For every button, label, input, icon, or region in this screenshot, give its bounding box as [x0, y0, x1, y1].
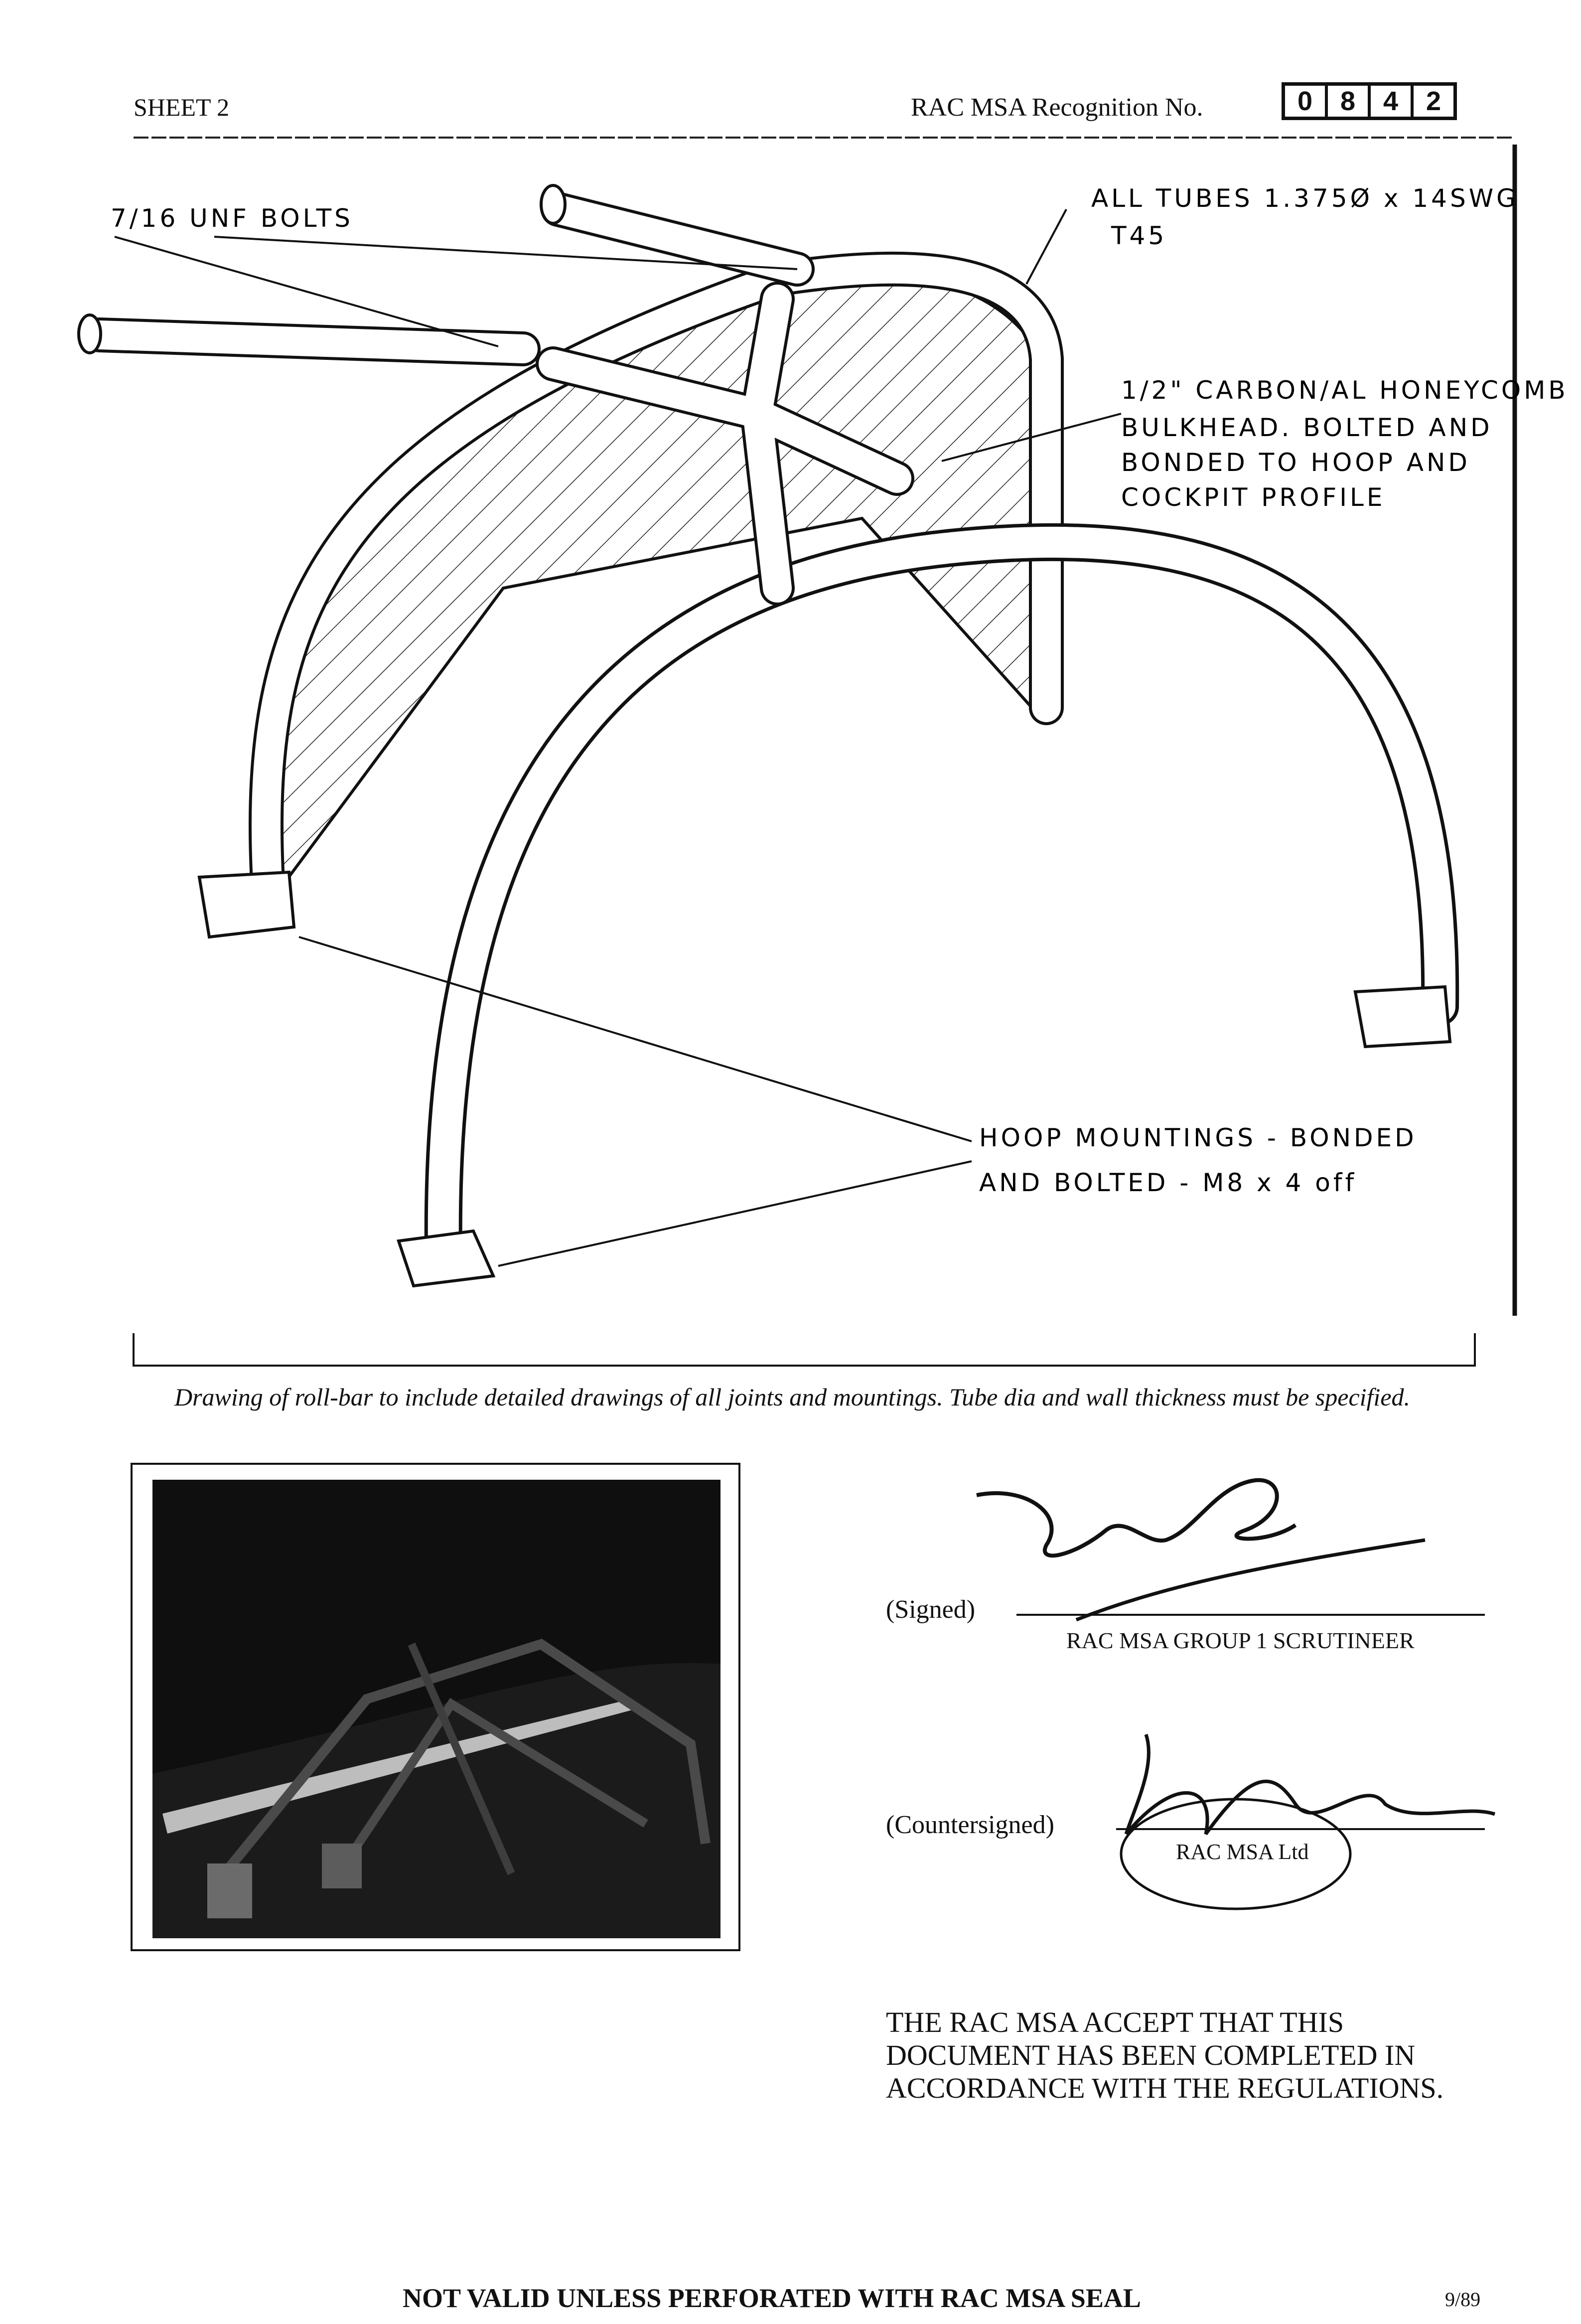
signed-label: (Signed) [886, 1595, 976, 1624]
bulkhead-annotation: COCKPIT PROFILE [1121, 483, 1386, 512]
recognition-label: RAC MSA Recognition No. [911, 93, 1203, 122]
bulkhead-annotation: 1/2" CARBON/AL HONEYCOMB [1121, 376, 1569, 405]
countersigned-label: (Countersigned) [886, 1811, 1054, 1839]
scrutineer-signature [977, 1480, 1295, 1556]
signature-area [767, 1455, 1545, 1914]
bulkhead-annotation: BULKHEAD. BOLTED AND [1121, 413, 1493, 442]
countersign-role: RAC MSA Ltd [1176, 1840, 1309, 1864]
recognition-digit: 0 [1285, 86, 1328, 117]
recognition-digit: 8 [1328, 86, 1371, 117]
tubes-material-annotation: T45 [1111, 221, 1167, 250]
recognition-digit: 2 [1426, 86, 1441, 116]
recognition-digit: 4 [1371, 86, 1414, 117]
mounting-plates [199, 872, 1450, 1286]
mountings-annotation: HOOP MOUNTINGS - BONDED [979, 1123, 1417, 1152]
tubes-annotation: ALL TUBES 1.375Ø x 14SWG [1091, 184, 1519, 213]
form-code: 9/89 [1445, 2288, 1481, 2311]
countersign-signature [1126, 1734, 1495, 1834]
scrutineer-role: RAC MSA GROUP 1 SCRUTINEER [1066, 1628, 1415, 1653]
roll-bar-photo [131, 1463, 740, 1951]
acceptance-statement: THE RAC MSA ACCEPT THAT THIS DOCUMENT HAS BEEN COMPLETED IN ACCORDANCE WITH THE REGULATIONS. [886, 2006, 1444, 2104]
validity-notice: NOT VALID UNLESS PERFORATED WITH RAC MSA SEAL [403, 2283, 1141, 2313]
mountings-annotation: AND BOLTED - M8 x 4 off [979, 1168, 1357, 1197]
bolts-annotation: 7/16 UNF BOLTS [111, 204, 353, 233]
drawing-caption: Drawing of roll-bar to include detailed drawings of all joints and mountings. Tube dia and wall thickness must be specified. [174, 1383, 1411, 1411]
bulkhead-annotation: BONDED TO HOOP AND [1121, 448, 1470, 477]
sheet-number: SHEET 2 [134, 93, 230, 121]
